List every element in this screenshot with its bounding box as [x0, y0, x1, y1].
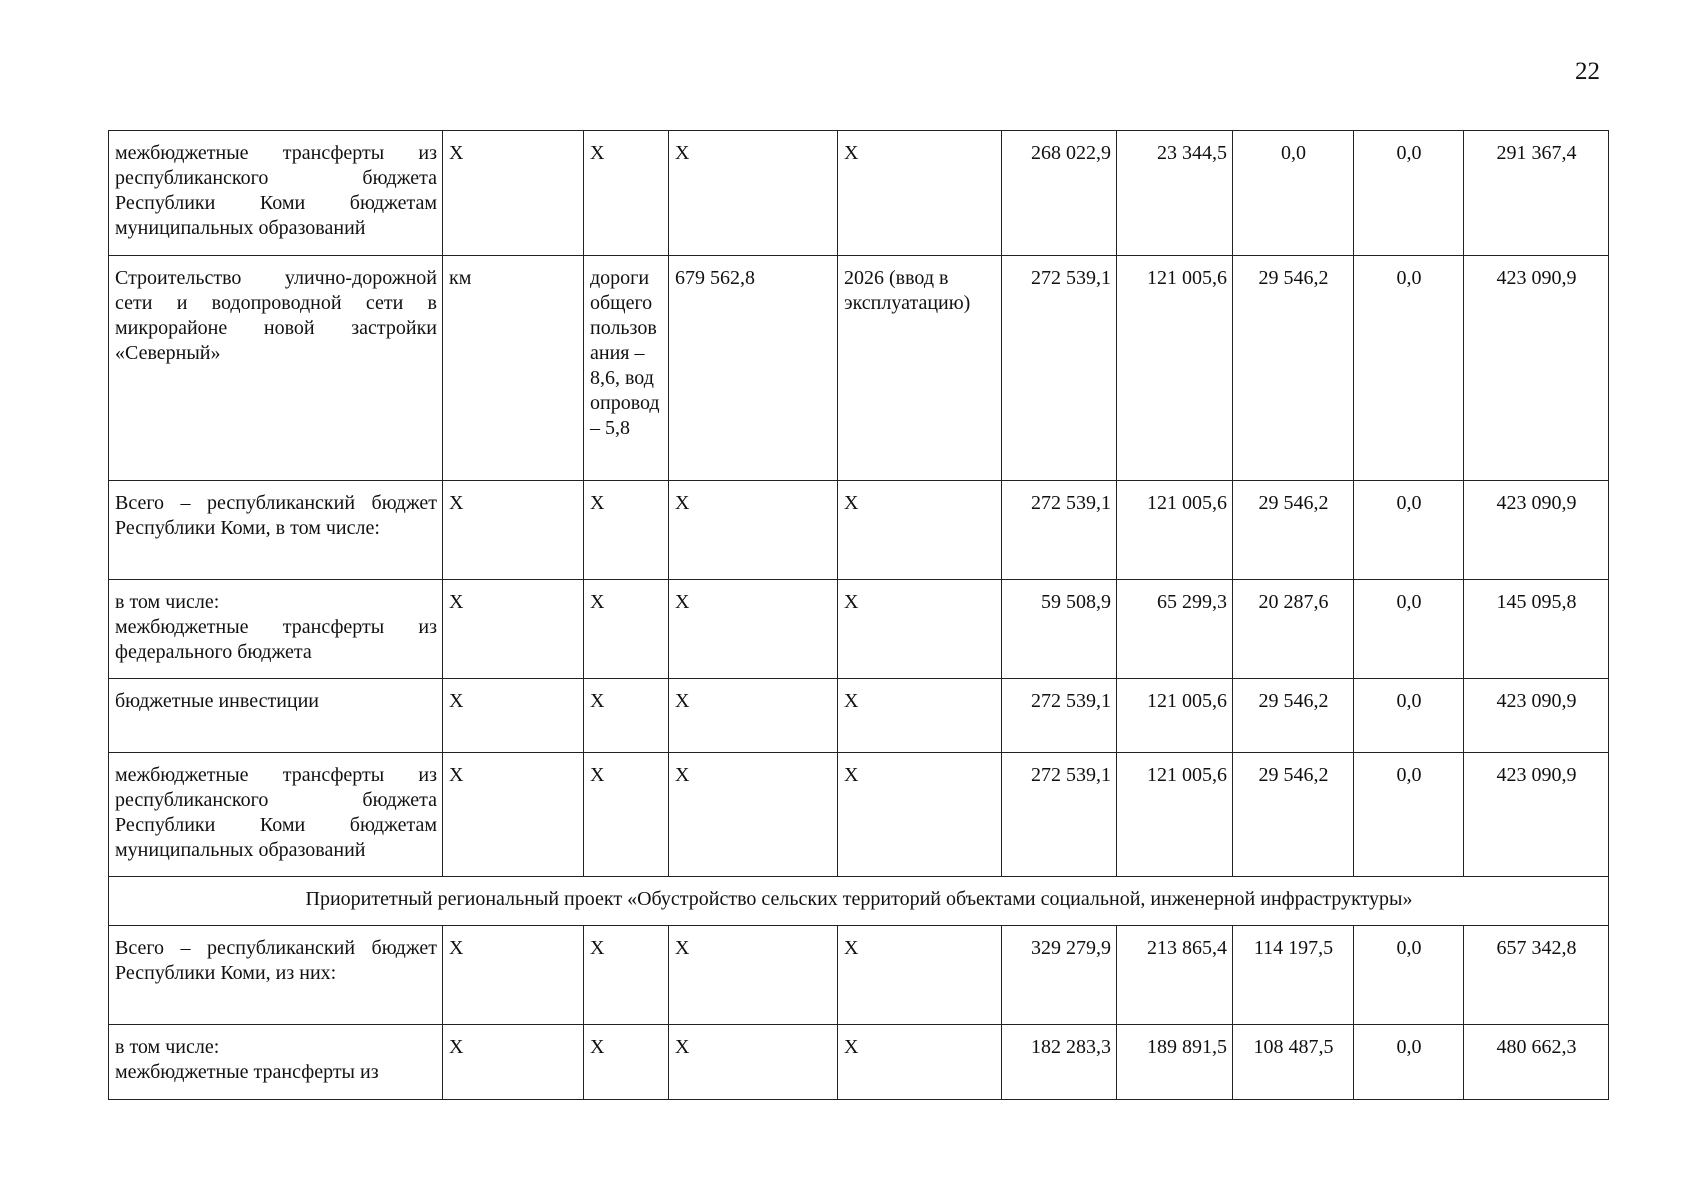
year-cell: Х: [838, 580, 1002, 679]
total-cell: 291 367,4: [1464, 131, 1609, 256]
table-row: [109, 926, 1609, 1025]
cost-cell: Х: [669, 580, 838, 679]
table-row: [109, 679, 1609, 753]
year-cell: Х: [838, 481, 1002, 580]
total-cell: 145 095,8: [1464, 580, 1609, 679]
unit-cell: Х: [443, 679, 584, 753]
capacity-cell: Х: [584, 753, 669, 877]
capacity-cell: Х: [584, 580, 669, 679]
total-cell: 480 662,3: [1464, 1025, 1609, 1100]
value-cell: 189 891,5: [1117, 1025, 1233, 1100]
value-cell: 29 546,2: [1233, 256, 1354, 481]
cost-cell: Х: [669, 1025, 838, 1100]
description-prefix: в том числе:: [115, 591, 220, 613]
value-cell: 29 546,2: [1233, 481, 1354, 580]
total-cell: 423 090,9: [1464, 679, 1609, 753]
unit-cell: км: [443, 256, 584, 481]
description-text: межбюджетные трансферты из: [115, 1061, 379, 1083]
value-cell: 121 005,6: [1117, 753, 1233, 877]
capacity-cell: Х: [584, 481, 669, 580]
cost-cell: 679 562,8: [669, 256, 838, 481]
description-prefix: в том числе:: [115, 1036, 220, 1058]
section-header-row: [109, 877, 1609, 926]
capacity-cell: Х: [584, 131, 669, 256]
unit-cell: Х: [443, 131, 584, 256]
capacity-cell: Х: [584, 1025, 669, 1100]
value-cell: 0,0: [1354, 256, 1464, 481]
year-cell: Х: [838, 753, 1002, 877]
year-cell: Х: [838, 926, 1002, 1025]
unit-cell: Х: [443, 753, 584, 877]
value-cell: 213 865,4: [1117, 926, 1233, 1025]
page-number: 22: [1575, 58, 1600, 85]
table-row: [109, 481, 1609, 580]
value-cell: 182 283,3: [1002, 1025, 1117, 1100]
unit-cell: Х: [443, 926, 584, 1025]
value-cell: 272 539,1: [1002, 679, 1117, 753]
cost-cell: Х: [669, 131, 838, 256]
row-description: межбюджетные трансферты из республиканского бюджета Республики Коми бюджетам муниципальных образований: [109, 753, 443, 877]
row-description: [109, 580, 443, 679]
value-cell: 121 005,6: [1117, 679, 1233, 753]
capacity-cell: Х: [584, 679, 669, 753]
year-cell: Х: [838, 1025, 1002, 1100]
value-cell: 108 487,5: [1233, 1025, 1354, 1100]
unit-cell: Х: [443, 481, 584, 580]
capacity-cell: Х: [584, 926, 669, 1025]
value-cell: 0,0: [1354, 753, 1464, 877]
cost-cell: Х: [669, 926, 838, 1025]
value-cell: 0,0: [1354, 679, 1464, 753]
total-cell: 423 090,9: [1464, 256, 1609, 481]
year-cell: Х: [838, 131, 1002, 256]
unit-cell: Х: [443, 1025, 584, 1100]
value-cell: 0,0: [1354, 1025, 1464, 1100]
row-description: межбюджетные трансферты из республиканского бюджета Республики Коми бюджетам муниципальных образований: [109, 131, 443, 256]
table-row: [109, 580, 1609, 679]
value-cell: 268 022,9: [1002, 131, 1117, 256]
value-cell: 59 508,9: [1002, 580, 1117, 679]
cost-cell: Х: [669, 753, 838, 877]
section-title: Приоритетный региональный проект «Обустройство сельских территорий объектами социальной, инженерной инфраструктуры»: [109, 877, 1609, 926]
year-cell: 2026 (ввод в эксплуатацию): [838, 256, 1002, 481]
value-cell: 29 546,2: [1233, 679, 1354, 753]
total-cell: 423 090,9: [1464, 753, 1609, 877]
row-description: бюджетные инвестиции: [109, 679, 443, 753]
row-description: [109, 1025, 443, 1100]
total-cell: 423 090,9: [1464, 481, 1609, 580]
row-description: Строительство улично-дорожной сети и водопроводной сети в микрорайоне новой застройки «Северный»: [109, 256, 443, 481]
value-cell: 0,0: [1354, 481, 1464, 580]
value-cell: 0,0: [1354, 580, 1464, 679]
row-description: Всего – республиканский бюджет Республики Коми, из них:: [109, 926, 443, 1025]
value-cell: 114 197,5: [1233, 926, 1354, 1025]
value-cell: 0,0: [1354, 926, 1464, 1025]
value-cell: 121 005,6: [1117, 481, 1233, 580]
budget-table: [108, 130, 1609, 1100]
value-cell: 20 287,6: [1233, 580, 1354, 679]
cost-cell: Х: [669, 481, 838, 580]
value-cell: 0,0: [1233, 131, 1354, 256]
table-row: [109, 753, 1609, 877]
cost-cell: Х: [669, 679, 838, 753]
table-row: [109, 1025, 1609, 1100]
value-cell: 0,0: [1354, 131, 1464, 256]
description-text: межбюджетные трансферты из федерального бюджета: [115, 616, 437, 663]
table-row: [109, 256, 1609, 481]
value-cell: 272 539,1: [1002, 256, 1117, 481]
value-cell: 272 539,1: [1002, 481, 1117, 580]
value-cell: 29 546,2: [1233, 753, 1354, 877]
capacity-cell: дороги общего пользования – 8,6, водопровод – 5,8: [584, 256, 669, 481]
unit-cell: Х: [443, 580, 584, 679]
year-cell: Х: [838, 679, 1002, 753]
table-row: [109, 131, 1609, 256]
row-description: Всего – республиканский бюджет Республики Коми, в том числе:: [109, 481, 443, 580]
value-cell: 329 279,9: [1002, 926, 1117, 1025]
value-cell: 272 539,1: [1002, 753, 1117, 877]
total-cell: 657 342,8: [1464, 926, 1609, 1025]
value-cell: 121 005,6: [1117, 256, 1233, 481]
value-cell: 23 344,5: [1117, 131, 1233, 256]
value-cell: 65 299,3: [1117, 580, 1233, 679]
